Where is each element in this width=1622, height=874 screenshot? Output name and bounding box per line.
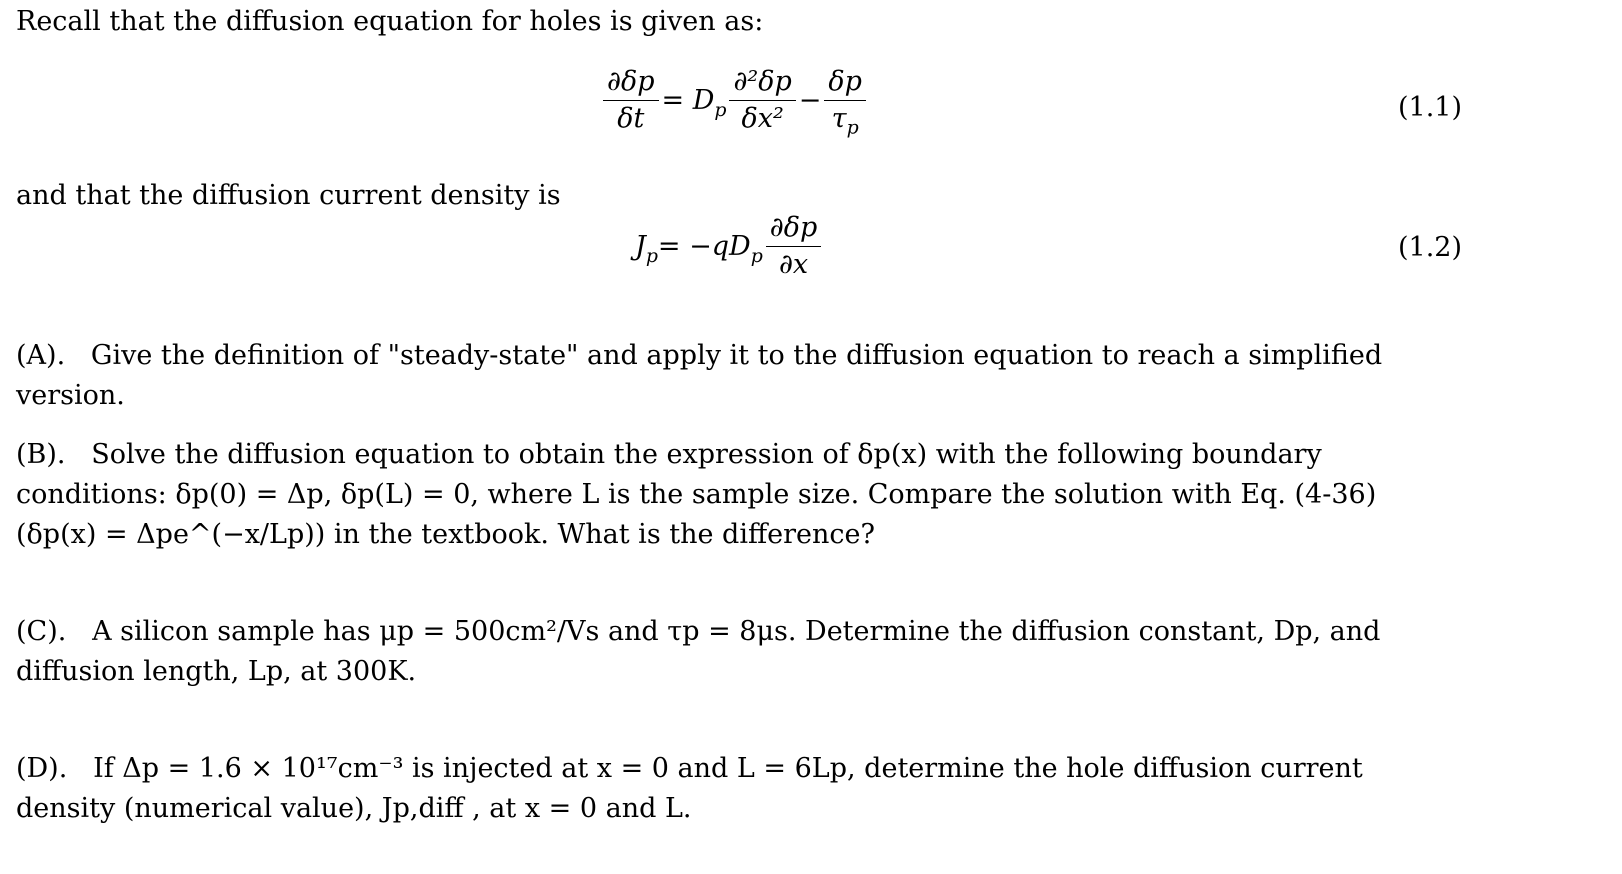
current-text: and that the diffusion current density is: [16, 180, 561, 211]
part-b: (B). Solve the diffusion equation to obtain the expression of δp(x) with the following boundary conditions: δp(0) = Δp, δp(L) = 0, where L is the sample size. Compare the solution with Eq. (4-36) (δp(x) = Δpe^(−x/Lp)) in the textbook. What is the difference?: [16, 439, 1377, 550]
equation-1-2: J p = −qD p $\frac{\partial\delta p}{\partial x}$: [635, 210, 824, 283]
eq2-fraction: $\frac{\partial\delta p}{\partial x}$: [766, 210, 822, 283]
eq1-mid-fraction: $\frac{\text{∂²δp}}{\text{δx²}}$: [729, 64, 795, 137]
eq1-lhs-fraction: $\frac{\partial\delta p}{\delta t}$: [603, 64, 659, 137]
equation-1-1-number: (1.1): [1397, 92, 1462, 123]
eq1-rhs-fraction: $\frac{\delta p}{\tau_p}$: [824, 64, 866, 137]
part-a: (A). Give the definition of "steady-state" and apply it to the diffusion equation to reach a simplified version.: [16, 340, 1383, 411]
equation-1-2-number: (1.2): [1397, 232, 1462, 263]
equation-1-1: $\frac{\partial\delta p}{\delta t}$ = D p $\frac{\text{∂²δp}}{\text{δx²}}$ − $\frac{\delta p}{\tau_p}$: [600, 64, 869, 137]
intro-text: Recall that the diffusion equation for holes is given as:: [16, 6, 764, 37]
part-c: (C). A silicon sample has μp = 500cm²/Vs and τp = 8μs. Determine the diffusion constant, Dp, and diffusion length, Lp, at 300K.: [16, 616, 1381, 687]
part-d: (D). If Δp = 1.6 × 10¹⁷cm⁻³ is injected at x = 0 and L = 6Lp, determine the hole diffusion current density (numerical value), Jp,diff , at x = 0 and L.: [16, 753, 1363, 824]
